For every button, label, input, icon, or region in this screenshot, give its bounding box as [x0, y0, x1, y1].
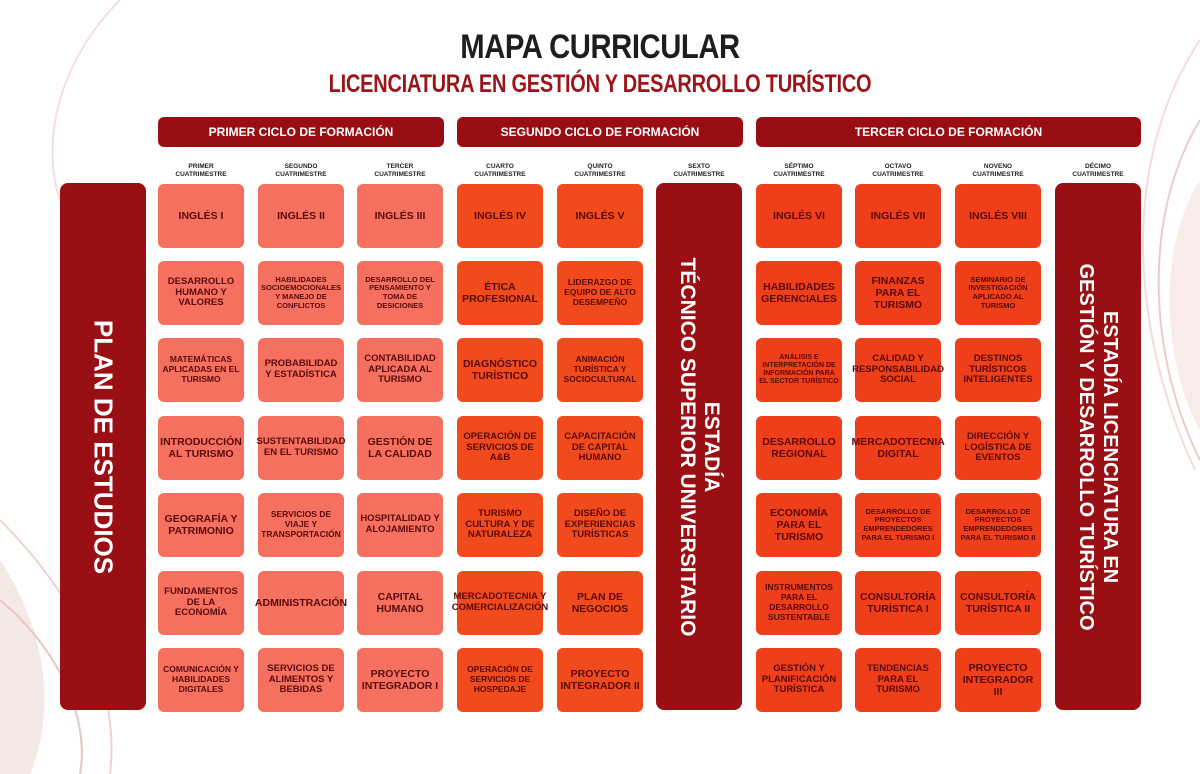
course-box — [357, 648, 443, 712]
course-box — [451, 571, 549, 635]
course-name: MERCADOTECNIA DIGITAL — [851, 435, 945, 460]
course-box — [756, 261, 842, 325]
course-box — [955, 338, 1041, 402]
course-name: INGLÉS I — [178, 209, 224, 222]
course-box — [756, 571, 842, 635]
course-box — [756, 648, 842, 712]
estadia-tsu-line-1: ESTADÍA — [700, 401, 723, 492]
course-name: INGLÉS VII — [870, 209, 926, 222]
course-box — [457, 416, 543, 480]
course-box — [557, 338, 643, 402]
course-name: HABILIDADES SOCIOEMOCIONALES Y MANEJO DE CONFLICTOS — [261, 274, 342, 310]
course-box — [955, 184, 1041, 248]
course-box — [158, 571, 244, 635]
course-box — [457, 184, 543, 248]
estadia-tsu-line-2: TÉCNICO SUPERIOR UNIVERSITARIO — [676, 257, 699, 636]
plan-de-estudios-pillar — [60, 183, 146, 710]
course-name: ÉTICA PROFESIONAL — [462, 280, 538, 305]
course-name: GESTIÓN DE LA CALIDAD — [367, 435, 433, 460]
course-name: CONSULTORÍA TURÍSTICA I — [859, 590, 937, 615]
course-box — [855, 571, 941, 635]
course-name: ANÁLISIS E INTERPRETACIÓN DE INFORMACIÓN PARA EL SECTOR TURÍSTICO — [759, 353, 839, 386]
course-name: PROYECTO INTEGRADOR I — [361, 667, 439, 692]
course-name: COMUNICACIÓN Y HABILIDADES DIGITALES — [163, 664, 239, 694]
course-box — [357, 493, 443, 557]
course-name: OPERACIÓN DE SERVICIOS DE A&B — [463, 430, 537, 464]
course-box — [258, 184, 344, 248]
course-name: DIRECCIÓN Y LOGÍSTICA DE EVENTOS — [964, 430, 1032, 464]
course-box — [955, 416, 1041, 480]
course-name: INGLÉS II — [277, 209, 325, 222]
course-name: MATEMÁTICAS APLICADAS EN EL TURISMO — [162, 354, 240, 384]
course-box — [258, 648, 344, 712]
course-box — [955, 261, 1041, 325]
course-name: DIAGNÓSTICO TURÍSTICO — [462, 357, 538, 382]
course-box — [855, 261, 941, 325]
course-box — [955, 571, 1041, 635]
course-name: HABILIDADES GERENCIALES — [761, 280, 837, 305]
estadia-tsu-label — [675, 257, 723, 636]
course-box — [855, 184, 941, 248]
term-label: PRIMER CUATRIMESTRE — [175, 163, 227, 178]
course-box — [158, 416, 244, 480]
course-box — [756, 338, 842, 402]
course-box — [955, 648, 1041, 712]
course-name: DESARROLLO REGIONAL — [762, 435, 836, 460]
course-box — [851, 416, 945, 480]
estadia-licenciatura-line-1: ESTADÍA LICENCIATURA EN — [1099, 310, 1121, 583]
course-name: PROYECTO INTEGRADOR III — [962, 661, 1034, 699]
course-box — [258, 261, 344, 325]
course-name: GESTIÓN Y PLANIFICACIÓN TURÍSTICA — [761, 662, 837, 696]
course-name: TENDENCIAS PARA EL TURISMO — [867, 662, 929, 696]
estadia-licenciatura-label — [1074, 263, 1122, 630]
course-name: INGLÉS IV — [474, 209, 526, 222]
course-name: CONSULTORÍA TURÍSTICA II — [959, 590, 1037, 615]
term-label: DÉCIMO CUATRIMESTRE — [1072, 163, 1124, 178]
course-name: CAPITAL HUMANO — [376, 590, 424, 615]
course-name: FUNDAMENTOS DE LA ECONOMÍA — [164, 585, 238, 619]
course-name: INTRODUCCIÓN AL TURISMO — [160, 435, 242, 460]
term-label: QUINTO CUATRIMESTRE — [574, 163, 626, 178]
course-name: INGLÉS V — [575, 209, 625, 222]
course-box — [852, 338, 944, 402]
course-name: SUSTENTABILIDAD EN EL TURISMO — [256, 436, 346, 458]
course-name: DISEÑO DE EXPERIENCIAS TURÍSTICAS — [564, 507, 636, 541]
course-box — [457, 338, 543, 402]
course-box — [855, 648, 941, 712]
course-box — [756, 416, 842, 480]
page-title: MAPA CURRICULAR — [460, 28, 740, 66]
course-name: ADMINISTRACIÓN — [254, 596, 348, 609]
course-box — [457, 648, 543, 712]
course-box — [357, 571, 443, 635]
course-box — [258, 338, 344, 402]
course-box — [357, 261, 443, 325]
term-label: SEXTO CUATRIMESTRE — [673, 163, 725, 178]
course-box — [855, 493, 941, 557]
course-name: PROBABILIDAD Y ESTADÍSTICA — [264, 358, 338, 380]
plan-de-estudios-label: PLAN DE ESTUDIOS — [88, 319, 119, 574]
course-name: CALIDAD Y RESPONSABILIDAD SOCIAL — [852, 352, 944, 386]
term-label: SÉPTIMO CUATRIMESTRE — [773, 163, 825, 178]
course-name: PLAN DE NEGOCIOS — [571, 590, 629, 615]
course-name: TURISMO CULTURA Y DE NATURALEZA — [465, 507, 535, 541]
term-label: CUARTO CUATRIMESTRE — [474, 163, 526, 178]
course-box — [557, 416, 643, 480]
course-box — [557, 184, 643, 248]
course-name: PROYECTO INTEGRADOR II — [560, 667, 640, 692]
course-name: CONTABILIDAD APLICADA AL TURISMO — [364, 352, 436, 386]
course-box — [357, 184, 443, 248]
course-box — [158, 338, 244, 402]
course-name: GEOGRAFÍA Y PATRIMONIO — [164, 512, 238, 537]
estadia-licenciatura-pillar — [1055, 183, 1141, 710]
course-name: DESARROLLO DE PROYECTOS EMPRENDEDORES PARA EL TURISMO II — [960, 506, 1036, 542]
course-name: SERVICIOS DE ALIMENTOS Y BEBIDAS — [267, 662, 335, 696]
course-box — [557, 261, 643, 325]
course-box — [457, 261, 543, 325]
course-name: INSTRUMENTOS PARA EL DESARROLLO SUSTENTABLE — [765, 582, 833, 622]
term-label: OCTAVO CUATRIMESTRE — [872, 163, 924, 178]
course-box — [158, 648, 244, 712]
course-name: DESARROLLO HUMANO Y VALORES — [167, 275, 235, 309]
course-name: SEMINARIO DE INVESTIGACIÓN APLICADO AL TURISMO — [968, 274, 1028, 310]
course-name: INGLÉS III — [374, 209, 426, 222]
course-box — [557, 648, 643, 712]
course-name: FINANZAS PARA EL TURISMO — [871, 274, 925, 312]
page-subtitle: LICENCIATURA EN GESTIÓN Y DESARROLLO TURÍSTICO — [328, 70, 872, 98]
term-label: SEGUNDO CUATRIMESTRE — [275, 163, 327, 178]
course-name: ANIMACIÓN TURÍSTICA Y SOCIOCULTURAL — [563, 354, 637, 384]
course-name: DESARROLLO DEL PENSAMIENTO Y TOMA DE DESICIONES — [365, 274, 435, 310]
term-label: NOVENO CUATRIMESTRE — [972, 163, 1024, 178]
course-box — [158, 184, 244, 248]
term-label: TERCER CUATRIMESTRE — [374, 163, 426, 178]
course-name: CAPACITACIÓN DE CAPITAL HUMANO — [564, 430, 636, 464]
course-box — [258, 416, 344, 480]
course-name: HOSPITALIDAD Y ALOJAMIENTO — [360, 513, 440, 535]
course-name: INGLÉS VI — [773, 209, 825, 222]
course-box — [756, 184, 842, 248]
course-name: SERVICIOS DE VIAJE Y TRANSPORTACIÓN — [261, 509, 341, 539]
course-box — [158, 261, 244, 325]
course-name: DESTINOS TURÍSTICOS INTELIGENTES — [963, 352, 1033, 386]
course-name: INGLÉS VIII — [969, 209, 1027, 222]
course-name: LIDERAZGO DE EQUIPO DE ALTO DESEMPEÑO — [564, 277, 636, 307]
course-box — [557, 571, 643, 635]
estadia-tsu-pillar — [656, 183, 742, 710]
course-box — [557, 493, 643, 557]
cycle-header-tercer: TERCER CICLO DE FORMACIÓN — [756, 117, 1141, 147]
course-name: DESARROLLO DE PROYECTOS EMPRENDEDORES PARA EL TURISMO I — [861, 506, 935, 542]
course-name: MERCADOTECNIA Y COMERCIALIZACIÓN — [451, 591, 549, 613]
course-box — [158, 493, 244, 557]
estadia-licenciatura-line-2: GESTIÓN Y DESARROLLO TURÍSTICO — [1075, 262, 1097, 631]
course-name: OPERACIÓN DE SERVICIOS DE HOSPEDAJE — [467, 664, 533, 694]
course-box — [955, 493, 1041, 557]
course-name: ECONOMÍA PARA EL TURISMO — [770, 506, 828, 544]
cycle-header-primer: PRIMER CICLO DE FORMACIÓN — [158, 117, 444, 147]
course-box — [254, 571, 348, 635]
course-box — [756, 493, 842, 557]
course-box — [457, 493, 543, 557]
course-box — [357, 416, 443, 480]
course-box — [258, 493, 344, 557]
cycle-header-segundo: SEGUNDO CICLO DE FORMACIÓN — [457, 117, 743, 147]
course-box — [357, 338, 443, 402]
